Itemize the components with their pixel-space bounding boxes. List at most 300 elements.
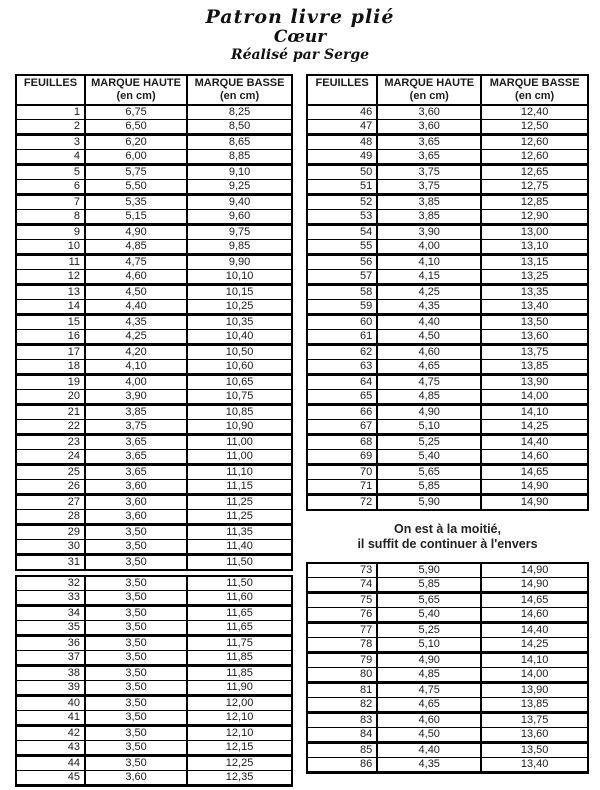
feuilles-cell: 75 [307,593,377,608]
marque-basse-cell: 10,40 [187,330,292,345]
feuilles-cell: 36 [16,636,85,651]
table-feuilles-1-31 [15,74,293,571]
table-row [307,300,588,315]
marque-haute-cell: 4,50 [377,330,481,345]
marque-haute-cell: 3,50 [85,606,187,621]
right-column [306,74,589,787]
page-subtitle: Cœur [273,27,327,47]
table-row [16,495,292,510]
feuilles-cell: 30 [16,540,85,555]
feuilles-cell: 42 [16,726,85,741]
marque-basse-cell: 13,40 [481,300,588,315]
table-row [16,606,292,621]
table-body [307,563,588,773]
table-row [16,525,292,540]
marque-haute-cell: 4,60 [377,345,481,360]
marque-haute-cell: 4,50 [377,728,481,743]
table-row [307,360,588,375]
table-row [16,405,292,420]
table-row [307,698,588,713]
marque-haute-cell: 5,15 [85,210,187,225]
feuilles-cell: 24 [16,450,85,465]
marque-basse-cell: 11,85 [187,651,292,666]
column-header-marque-basse [481,75,588,105]
marque-basse-cell: 11,35 [187,525,292,540]
feuilles-cell: 44 [16,756,85,771]
marque-basse-cell: 9,85 [187,240,292,255]
left-column [15,74,293,787]
table-body [307,105,588,510]
marque-basse-cell: 14,90 [481,563,588,578]
marque-basse-cell: 11,75 [187,636,292,651]
feuilles-cell: 20 [16,390,85,405]
table-row [16,636,292,651]
table-row [307,405,588,420]
feuilles-cell: 34 [16,606,85,621]
column-header-feuilles [16,75,85,105]
table-row [307,165,588,180]
table-row [307,330,588,345]
marque-haute-cell: 4,50 [85,285,187,300]
feuilles-cell: 78 [307,638,377,653]
feuilles-cell: 38 [16,666,85,681]
marque-haute-cell: 3,50 [85,666,187,681]
table-body [16,576,292,786]
feuilles-cell: 55 [307,240,377,255]
marque-haute-cell: 4,25 [85,330,187,345]
feuilles-cell: 82 [307,698,377,713]
feuilles-cell: 40 [16,696,85,711]
marque-basse-cell: 10,10 [187,270,292,285]
marque-basse-cell: 14,65 [481,465,588,480]
marque-haute-cell: 3,75 [377,165,481,180]
marque-haute-cell: 3,65 [377,150,481,165]
feuilles-cell: 62 [307,345,377,360]
table-row [16,180,292,195]
feuilles-cell: 29 [16,525,85,540]
marque-haute-cell: 4,60 [85,270,187,285]
marque-haute-cell: 4,00 [85,375,187,390]
marque-basse-cell: 14,40 [481,435,588,450]
table-row [307,480,588,495]
marque-haute-cell: 3,60 [85,495,187,510]
table-row [307,105,588,120]
marque-haute-cell: 5,75 [85,165,187,180]
feuilles-cell: 52 [307,195,377,210]
table-row [307,150,588,165]
feuilles-cell: 72 [307,495,377,511]
marque-haute-cell: 5,25 [377,435,481,450]
marque-haute-cell: 5,85 [377,578,481,593]
marque-haute-cell: 3,60 [377,120,481,135]
feuilles-cell: 15 [16,315,85,330]
marque-basse-cell: 8,85 [187,150,292,165]
marque-haute-cell: 5,90 [377,563,481,578]
marque-basse-cell: 12,85 [481,195,588,210]
feuilles-cell: 21 [16,405,85,420]
table-row [16,711,292,726]
marque-basse-cell: 9,25 [187,180,292,195]
feuilles-cell: 11 [16,255,85,270]
feuilles-cell: 76 [307,608,377,623]
marque-haute-cell: 5,35 [85,195,187,210]
feuilles-cell: 79 [307,653,377,668]
table-row [16,621,292,636]
marque-haute-cell: 3,85 [377,195,481,210]
table-feuilles-73-86 [306,562,589,774]
table-row [16,255,292,270]
table-row [16,480,292,495]
table-row [16,540,292,555]
marque-basse-cell: 13,35 [481,285,588,300]
halfway-note-line2: il suffit de continuer à l'envers [357,537,538,551]
header-unit: (en cm) [116,90,156,102]
marque-haute-cell: 3,50 [85,756,187,771]
feuilles-cell: 39 [16,681,85,696]
marque-basse-cell: 12,00 [187,696,292,711]
marque-basse-cell: 14,25 [481,420,588,435]
feuilles-cell: 26 [16,480,85,495]
marque-haute-cell: 4,10 [377,255,481,270]
marque-haute-cell: 5,85 [377,480,481,495]
table-row [307,225,588,240]
marque-haute-cell: 4,65 [377,698,481,713]
column-header-marque-haute [377,75,481,105]
table-row [307,270,588,285]
header-label: MARQUE BASSE [194,77,285,89]
marque-basse-cell: 12,40 [481,105,588,120]
marque-haute-cell: 6,00 [85,150,187,165]
marque-haute-cell: 3,50 [85,741,187,756]
header-unit: (en cm) [409,90,449,102]
feuilles-cell: 32 [16,576,85,591]
table-row [16,225,292,240]
marque-basse-cell: 13,50 [481,315,588,330]
marque-basse-cell: 9,60 [187,210,292,225]
marque-basse-cell: 13,00 [481,225,588,240]
marque-basse-cell: 14,90 [481,495,588,511]
marque-haute-cell: 3,60 [85,771,187,786]
table-row [307,390,588,405]
table-row [16,195,292,210]
table-row [16,510,292,525]
marque-basse-cell: 12,90 [481,210,588,225]
table-row [16,696,292,711]
marque-basse-cell: 12,25 [187,756,292,771]
feuilles-cell: 17 [16,345,85,360]
table-row [307,135,588,150]
column-header-feuilles [307,75,377,105]
marque-haute-cell: 4,90 [85,225,187,240]
marque-haute-cell: 3,50 [85,651,187,666]
marque-basse-cell: 13,50 [481,743,588,758]
feuilles-cell: 7 [16,195,85,210]
marque-basse-cell: 11,00 [187,435,292,450]
marque-basse-cell: 8,25 [187,105,292,120]
feuilles-cell: 27 [16,495,85,510]
marque-basse-cell: 11,90 [187,681,292,696]
marque-basse-cell: 12,60 [481,150,588,165]
feuilles-cell: 23 [16,435,85,450]
marque-basse-cell: 14,60 [481,450,588,465]
table-row [307,465,588,480]
marque-basse-cell: 14,10 [481,405,588,420]
feuilles-cell: 25 [16,465,85,480]
marque-haute-cell: 4,15 [377,270,481,285]
table-row [16,330,292,345]
feuilles-cell: 83 [307,713,377,728]
marque-haute-cell: 3,50 [85,591,187,606]
table-row [16,120,292,135]
marque-haute-cell: 4,40 [85,300,187,315]
feuilles-cell: 43 [16,741,85,756]
table-row [16,150,292,165]
marque-haute-cell: 3,85 [377,210,481,225]
marque-haute-cell: 3,50 [85,621,187,636]
table-row [16,135,292,150]
marque-haute-cell: 3,50 [85,711,187,726]
feuilles-cell: 5 [16,165,85,180]
marque-basse-cell: 8,65 [187,135,292,150]
feuilles-cell: 65 [307,390,377,405]
marque-basse-cell: 13,40 [481,758,588,773]
table-row [307,240,588,255]
marque-basse-cell: 10,75 [187,390,292,405]
feuilles-cell: 53 [307,210,377,225]
table-row [307,315,588,330]
table-row [16,210,292,225]
feuilles-cell: 63 [307,360,377,375]
header-unit: (en cm) [515,90,555,102]
marque-basse-cell: 13,90 [481,683,588,698]
feuilles-cell: 85 [307,743,377,758]
feuilles-cell: 70 [307,465,377,480]
table-row [16,270,292,285]
table-row [307,420,588,435]
table-row [307,345,588,360]
feuilles-cell: 68 [307,435,377,450]
marque-haute-cell: 6,75 [85,105,187,120]
marque-haute-cell: 5,90 [377,495,481,511]
marque-basse-cell: 10,90 [187,420,292,435]
feuilles-cell: 4 [16,150,85,165]
table-row [16,681,292,696]
feuilles-cell: 33 [16,591,85,606]
marque-basse-cell: 11,65 [187,621,292,636]
feuilles-cell: 59 [307,300,377,315]
marque-haute-cell: 3,50 [85,555,187,571]
marque-haute-cell: 3,75 [85,420,187,435]
feuilles-cell: 84 [307,728,377,743]
feuilles-cell: 3 [16,135,85,150]
feuilles-cell: 51 [307,180,377,195]
feuilles-cell: 47 [307,120,377,135]
column-header-marque-haute [85,75,187,105]
halfway-note [306,522,589,552]
table-row [307,713,588,728]
marque-haute-cell: 4,75 [85,255,187,270]
table-row [16,666,292,681]
marque-haute-cell: 4,20 [85,345,187,360]
marque-haute-cell: 6,50 [85,120,187,135]
table-row [307,578,588,593]
table-row [307,758,588,773]
marque-haute-cell: 4,90 [377,405,481,420]
marque-basse-cell: 11,85 [187,666,292,681]
table-row [16,771,292,786]
marque-haute-cell: 5,10 [377,638,481,653]
table-row [307,743,588,758]
marque-haute-cell: 6,20 [85,135,187,150]
marque-basse-cell: 13,90 [481,375,588,390]
feuilles-cell: 28 [16,510,85,525]
marque-haute-cell: 4,75 [377,375,481,390]
marque-haute-cell: 4,85 [377,390,481,405]
marque-haute-cell: 3,85 [85,405,187,420]
feuilles-cell: 69 [307,450,377,465]
marque-basse-cell: 13,85 [481,698,588,713]
feuilles-cell: 22 [16,420,85,435]
table-row [16,360,292,375]
page-credit: Réalisé par Serge [230,47,370,63]
marque-basse-cell: 14,90 [481,480,588,495]
marque-basse-cell: 13,15 [481,255,588,270]
feuilles-cell: 1 [16,105,85,120]
feuilles-cell: 46 [307,105,377,120]
feuilles-cell: 19 [16,375,85,390]
marque-haute-cell: 5,65 [377,593,481,608]
feuilles-cell: 41 [16,711,85,726]
header-label: MARQUE HAUTE [384,77,475,89]
marque-basse-cell: 11,65 [187,606,292,621]
feuilles-cell: 18 [16,360,85,375]
table-row [307,255,588,270]
marque-basse-cell: 10,35 [187,315,292,330]
table-header [16,75,292,105]
feuilles-cell: 57 [307,270,377,285]
feuilles-cell: 61 [307,330,377,345]
table-row [16,651,292,666]
marque-basse-cell: 14,10 [481,653,588,668]
marque-basse-cell: 13,25 [481,270,588,285]
table-row [307,495,588,511]
marque-basse-cell: 14,65 [481,593,588,608]
feuilles-cell: 35 [16,621,85,636]
marque-basse-cell: 10,15 [187,285,292,300]
marque-basse-cell: 11,25 [187,495,292,510]
table-row [16,105,292,120]
table-row [16,390,292,405]
column-header-marque-basse [187,75,292,105]
feuilles-cell: 56 [307,255,377,270]
table-row [16,450,292,465]
header-unit: (en cm) [219,90,260,102]
marque-haute-cell: 3,50 [85,681,187,696]
marque-haute-cell: 3,65 [85,450,187,465]
feuilles-cell: 37 [16,651,85,666]
feuilles-cell: 54 [307,225,377,240]
table-row [16,285,292,300]
header-row [307,75,588,105]
feuilles-cell: 73 [307,563,377,578]
marque-haute-cell: 3,60 [85,510,187,525]
feuilles-cell: 77 [307,623,377,638]
feuilles-cell: 64 [307,375,377,390]
marque-basse-cell: 13,60 [481,330,588,345]
feuilles-cell: 49 [307,150,377,165]
table-row [307,653,588,668]
table-row [307,435,588,450]
marque-haute-cell: 4,75 [377,683,481,698]
feuilles-cell: 71 [307,480,377,495]
marque-haute-cell: 4,40 [377,743,481,758]
marque-basse-cell: 14,00 [481,668,588,683]
table-row [16,726,292,741]
feuilles-cell: 10 [16,240,85,255]
marque-haute-cell: 3,75 [377,180,481,195]
table-row [16,756,292,771]
marque-basse-cell: 14,25 [481,638,588,653]
marque-basse-cell: 11,10 [187,465,292,480]
marque-haute-cell: 3,60 [85,480,187,495]
halfway-note-line1: On est à la moitié, [394,522,501,536]
table-row [16,741,292,756]
table-row [307,285,588,300]
feuilles-cell: 58 [307,285,377,300]
marque-basse-cell: 12,60 [481,135,588,150]
marque-basse-cell: 12,35 [187,771,292,786]
table-row [16,240,292,255]
feuilles-cell: 13 [16,285,85,300]
marque-basse-cell: 11,40 [187,540,292,555]
marque-basse-cell: 9,75 [187,225,292,240]
marque-haute-cell: 3,65 [85,435,187,450]
table-row [16,435,292,450]
feuilles-cell: 86 [307,758,377,773]
marque-basse-cell: 11,50 [187,555,292,571]
document-title-block [0,0,600,64]
table-row [16,465,292,480]
tables-layout [15,74,590,787]
marque-haute-cell: 3,65 [85,465,187,480]
marque-basse-cell: 14,90 [481,578,588,593]
marque-basse-cell: 14,40 [481,623,588,638]
feuilles-cell: 16 [16,330,85,345]
feuilles-cell: 2 [16,120,85,135]
marque-haute-cell: 5,25 [377,623,481,638]
marque-haute-cell: 3,65 [377,135,481,150]
table-row [307,450,588,465]
feuilles-cell: 45 [16,771,85,786]
marque-basse-cell: 12,10 [187,711,292,726]
marque-haute-cell: 4,85 [85,240,187,255]
marque-haute-cell: 5,40 [377,608,481,623]
marque-haute-cell: 4,65 [377,360,481,375]
table-row [307,195,588,210]
header-row [16,75,292,105]
table-row [307,638,588,653]
table-row [307,623,588,638]
feuilles-cell: 67 [307,420,377,435]
table-row [16,165,292,180]
marque-basse-cell: 10,25 [187,300,292,315]
header-label: MARQUE HAUTE [91,77,181,89]
marque-haute-cell: 5,40 [377,450,481,465]
feuilles-cell: 14 [16,300,85,315]
feuilles-cell: 48 [307,135,377,150]
marque-basse-cell: 11,15 [187,480,292,495]
marque-haute-cell: 4,60 [377,713,481,728]
